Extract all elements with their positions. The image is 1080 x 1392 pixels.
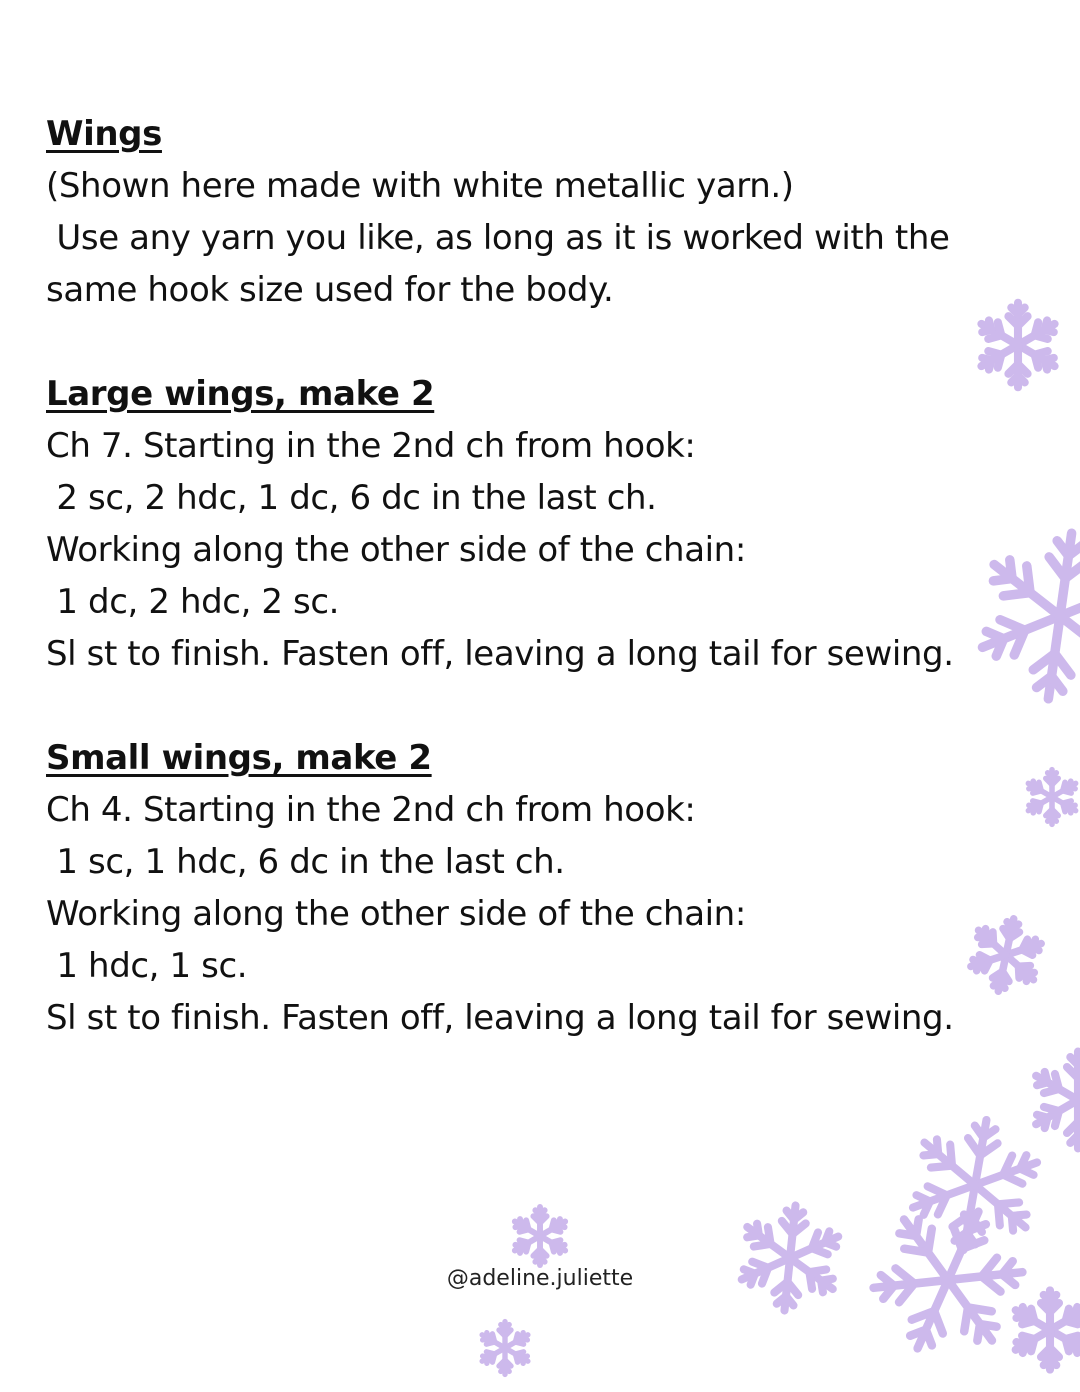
large-wings-line: Ch 7. Starting in the 2nd ch from hook: [46, 426, 696, 466]
snowflake-icon [956, 905, 1056, 1005]
wings-line: (Shown here made with white metallic yarn.) [46, 166, 794, 206]
small-wings-line: Sl st to finish. Fasten off, leaving a long tail for sewing. [46, 998, 954, 1038]
large-wings-heading: Large wings, make 2 [46, 374, 435, 414]
snowflake-icon [1021, 766, 1080, 828]
small-wings-line: Ch 4. Starting in the 2nd ch from hook: [46, 790, 696, 830]
large-wings-line: 2 sc, 2 hdc, 1 dc, 6 dc in the last ch. [46, 478, 657, 518]
small-wings-heading: Small wings, make 2 [46, 738, 432, 778]
pattern-text [46, 108, 1006, 1044]
snowflake-icon [724, 1192, 856, 1324]
snowflake-icon [970, 297, 1066, 393]
large-wings-line: Working along the other side of the chain: [46, 530, 746, 570]
large-wings-line: 1 dc, 2 hdc, 2 sc. [46, 582, 340, 622]
spacer [46, 680, 1006, 732]
small-wings-line: Working along the other side of the chain: [46, 894, 746, 934]
snowflake-icon [475, 1318, 535, 1378]
small-wings-line: 1 hdc, 1 sc. [46, 946, 248, 986]
snowflake-icon [507, 1203, 573, 1269]
author-handle: @adeline.juliette [446, 1266, 634, 1291]
snowflake-icon [1005, 1285, 1080, 1375]
wings-heading: Wings [46, 114, 162, 154]
spacer [46, 316, 1006, 368]
wings-line: Use any yarn you like, as long as it is worked with the [46, 218, 950, 258]
large-wings-line: Sl st to finish. Fasten off, leaving a long tail for sewing. [46, 634, 954, 674]
small-wings-line: 1 sc, 1 hdc, 6 dc in the last ch. [46, 842, 565, 882]
wings-line: same hook size used for the body. [46, 270, 614, 310]
